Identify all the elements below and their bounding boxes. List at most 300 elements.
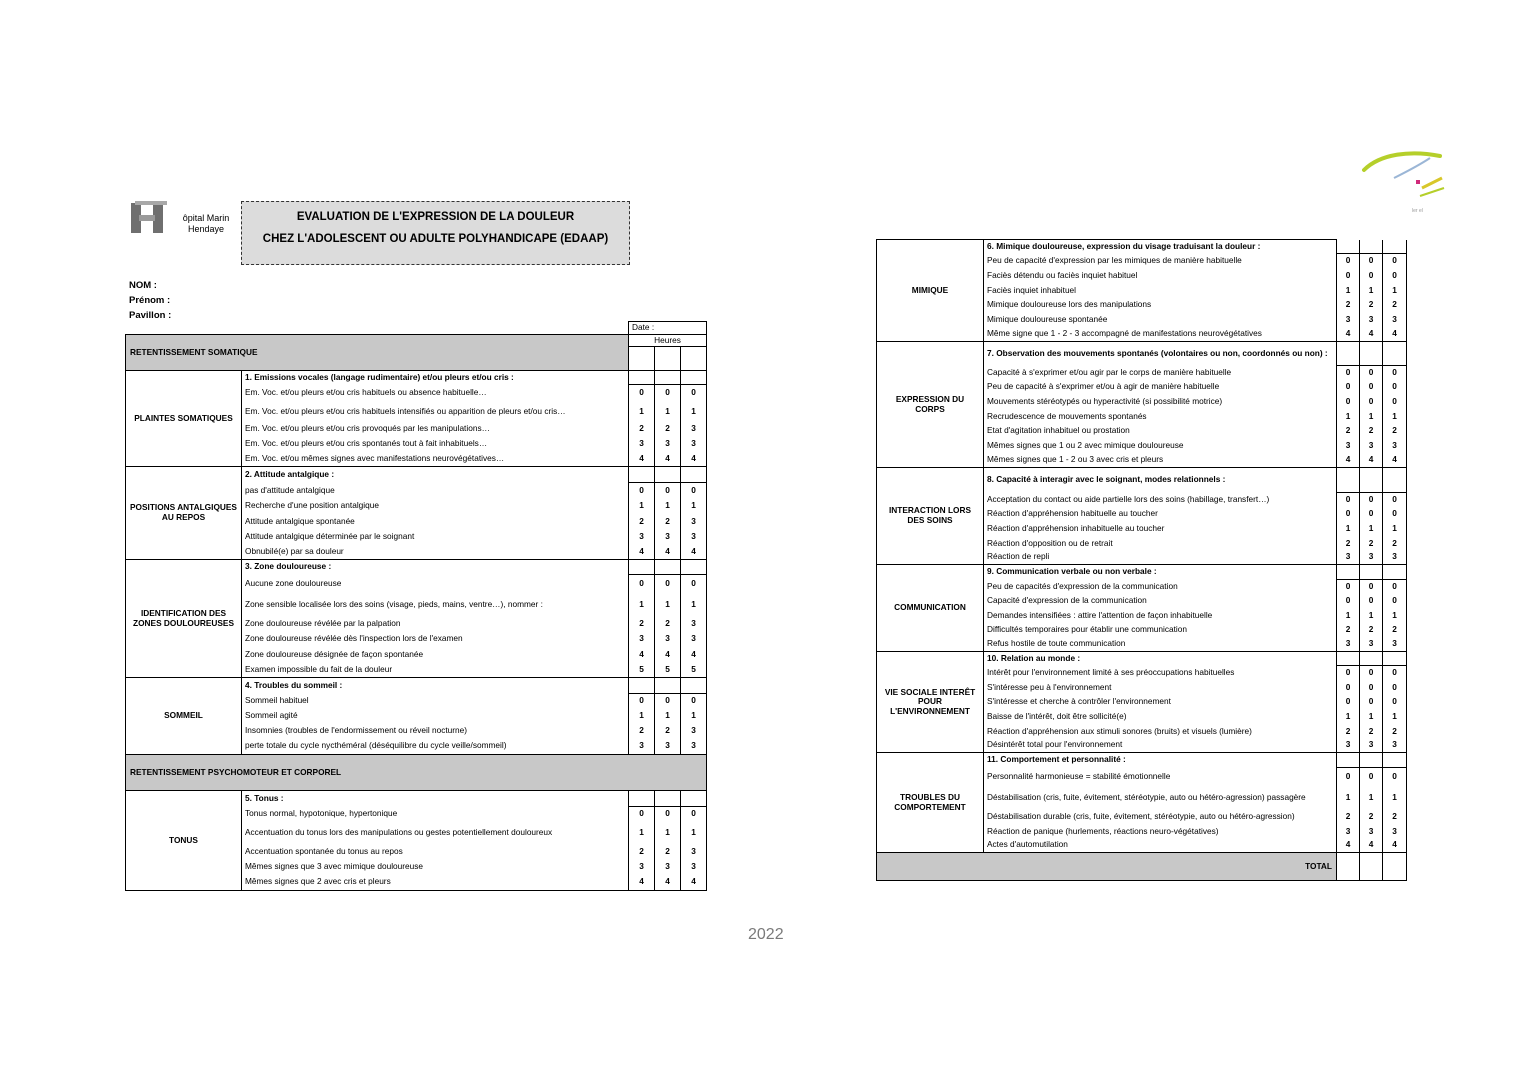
score-value: 0 <box>1383 395 1407 410</box>
score-cell-empty <box>629 791 655 807</box>
score-value: 1 <box>629 593 655 617</box>
score-value: 2 <box>655 724 681 739</box>
score-value: 4 <box>681 647 707 663</box>
score-value: 3 <box>1383 551 1407 565</box>
criterion-item: Réaction d'appréhension inhabituelle au toucher <box>984 522 1337 537</box>
score-value: 3 <box>1360 551 1383 565</box>
hospital-name: ôpital Marin Hendaye <box>182 213 230 234</box>
score-cell-empty <box>1383 468 1407 493</box>
criterion-heading: 9. Communication verbale ou non verbale : <box>984 565 1337 580</box>
hospital-logo-mark <box>131 201 171 235</box>
score-value: 0 <box>1383 594 1407 609</box>
hospital-logo <box>131 201 239 241</box>
criterion-item: perte totale du cycle nycthéméral (déséquilibre du cycle veille/sommeil) <box>242 739 629 755</box>
criterion-item: Faciès détendu ou faciès inquiet habituel <box>984 269 1337 284</box>
score-value: 0 <box>629 575 655 593</box>
score-value: 1 <box>1383 609 1407 623</box>
score-cell-empty <box>1337 652 1360 666</box>
criterion-item: Peu de capacités d'expression de la communication <box>984 580 1337 594</box>
score-value: 0 <box>629 385 655 402</box>
score-value: 1 <box>1383 410 1407 424</box>
score-value: 0 <box>1337 666 1360 681</box>
score-value: 0 <box>1383 493 1407 507</box>
total-cell[interactable] <box>1360 853 1383 881</box>
score-value: 5 <box>681 663 707 678</box>
score-value: 5 <box>655 663 681 678</box>
score-value: 0 <box>681 575 707 593</box>
score-value: 0 <box>1383 666 1407 681</box>
patient-prenom-label: Prénom : <box>129 295 171 306</box>
score-cell-empty <box>1337 753 1360 768</box>
score-value: 0 <box>1360 666 1383 681</box>
category-label: TROUBLES DU COMPORTEMENT <box>877 753 984 853</box>
criterion-heading: 10. Relation au monde : <box>984 652 1337 666</box>
score-value: 0 <box>1360 254 1383 269</box>
criterion-item: Déstabilisation (cris, fuite, évitement, stéréotypie, auto ou hétéro-agression) passagère <box>984 787 1337 809</box>
criterion-item: Examen impossible du fait de la douleur <box>242 663 629 678</box>
criterion-item: Acceptation du contact ou aide partielle lors des soins (habillage, transfert…) <box>984 493 1337 507</box>
score-value: 0 <box>1337 254 1360 269</box>
criterion-item: Tonus normal, hypotonique, hypertonique <box>242 807 629 822</box>
score-value: 0 <box>1337 269 1360 284</box>
criterion-item: Peu de capacité d'expression par les mimiques de manière habituelle <box>984 254 1337 269</box>
score-value: 2 <box>1337 424 1360 439</box>
score-value: 0 <box>1337 594 1360 609</box>
category-label: COMMUNICATION <box>877 565 984 652</box>
criterion-item: Déstabilisation durable (cris, fuite, évitement, stéréotypie, auto ou hétéro-agression) <box>984 809 1337 825</box>
score-value: 4 <box>1360 328 1383 342</box>
criterion-item: Attitude antalgique spontanée <box>242 514 629 530</box>
score-value: 1 <box>1360 284 1383 298</box>
patient-pavillon-label: Pavillon : <box>129 310 172 321</box>
score-value: 3 <box>681 724 707 739</box>
score-value: 4 <box>655 875 681 891</box>
score-cell-empty <box>1383 652 1407 666</box>
score-value: 3 <box>655 530 681 545</box>
criterion-item: Difficultés temporaires pour établir une communication <box>984 623 1337 638</box>
score-value: 3 <box>1383 638 1407 652</box>
score-value: 0 <box>1337 493 1360 507</box>
category-label: INTERACTION LORS DES SOINS <box>877 468 984 565</box>
score-value: 4 <box>1360 839 1383 853</box>
score-value: 0 <box>1360 681 1383 695</box>
score-value: 0 <box>1383 254 1407 269</box>
score-value: 2 <box>1360 809 1383 825</box>
score-value: 3 <box>629 632 655 647</box>
score-value: 2 <box>1383 809 1407 825</box>
score-value: 1 <box>655 499 681 514</box>
score-value: 2 <box>629 514 655 530</box>
score-value: 3 <box>681 844 707 860</box>
score-value: 0 <box>1360 366 1383 380</box>
score-value: 4 <box>1383 328 1407 342</box>
score-cell-empty <box>629 678 655 694</box>
score-value: 3 <box>681 530 707 545</box>
score-value: 2 <box>1383 424 1407 439</box>
criterion-item: Zone douloureuse désignée de façon spontanée <box>242 647 629 663</box>
score-value: 2 <box>1337 725 1360 739</box>
score-value: 1 <box>681 593 707 617</box>
criterion-item: Mêmes signes que 1 ou 2 avec mimique douloureuse <box>984 439 1337 454</box>
score-value: 0 <box>681 807 707 822</box>
criterion-item: Etat d'agitation inhabituel ou prostation <box>984 424 1337 439</box>
criterion-heading: 1. Emissions vocales (langage rudimentaire) et/ou pleurs et/ou cris : <box>242 371 629 385</box>
criterion-heading: 5. Tonus : <box>242 791 629 807</box>
total-cell[interactable] <box>1337 853 1360 881</box>
score-value: 0 <box>1383 580 1407 594</box>
score-value: 1 <box>655 822 681 844</box>
score-value: 0 <box>1337 768 1360 787</box>
criterion-item: Demandes intensifiées : attire l'attention de façon inhabituelle <box>984 609 1337 623</box>
category-label: TONUS <box>126 791 242 891</box>
score-value: 1 <box>655 402 681 422</box>
score-value: 4 <box>629 545 655 560</box>
category-label: EXPRESSION DU CORPS <box>877 342 984 468</box>
criterion-item: Baisse de l'intérêt, doit être sollicité(e) <box>984 710 1337 725</box>
score-value: 4 <box>1360 454 1383 468</box>
score-cell-empty <box>1360 565 1383 580</box>
criterion-item: Recherche d'une position antalgique <box>242 499 629 514</box>
score-value: 2 <box>629 422 655 437</box>
score-value: 0 <box>1360 269 1383 284</box>
score-value: 0 <box>1337 507 1360 522</box>
criterion-item: Obnubilé(e) par sa douleur <box>242 545 629 560</box>
score-value: 4 <box>1337 328 1360 342</box>
score-value: 1 <box>1337 284 1360 298</box>
score-value: 4 <box>1383 454 1407 468</box>
score-value: 1 <box>629 709 655 724</box>
score-value: 0 <box>681 483 707 499</box>
criterion-item: Mimique douloureuse lors des manipulations <box>984 298 1337 313</box>
score-value: 4 <box>655 452 681 467</box>
score-value: 3 <box>1383 739 1407 753</box>
criterion-item: Accentuation du tonus lors des manipulations ou gestes potentiellement douloureux <box>242 822 629 844</box>
heures-header: Heures <box>629 335 707 347</box>
score-value: 3 <box>1383 439 1407 454</box>
score-value: 3 <box>1383 313 1407 328</box>
criterion-item: Em. Voc. et/ou pleurs et/ou cris provoqués par les manipulations… <box>242 422 629 437</box>
score-value: 2 <box>1360 424 1383 439</box>
score-value: 0 <box>1383 269 1407 284</box>
score-value: 2 <box>1383 537 1407 551</box>
score-cell-empty <box>1337 565 1360 580</box>
score-value: 0 <box>1360 493 1383 507</box>
criterion-item: Em. Voc. et/ou pleurs et/ou cris spontanés tout à fait inhabituels… <box>242 437 629 452</box>
score-value: 3 <box>655 632 681 647</box>
criterion-item: Même signe que 1 - 2 - 3 accompagné de manifestations neurovégétatives <box>984 328 1337 342</box>
score-value: 1 <box>1360 609 1383 623</box>
score-cell-empty <box>1383 342 1407 366</box>
score-value: 0 <box>655 575 681 593</box>
criterion-item: Peu de capacité à s'exprimer et/ou à agir de manière habituelle <box>984 380 1337 395</box>
category-label: IDENTIFICATION DES ZONES DOULOUREUSES <box>126 560 242 678</box>
criterion-item: Em. Voc. et/ou mêmes signes avec manifestations neurovégétatives… <box>242 452 629 467</box>
criterion-item: Sommeil habituel <box>242 694 629 709</box>
score-value: 2 <box>1360 537 1383 551</box>
score-value: 1 <box>1337 710 1360 725</box>
score-value: 3 <box>655 860 681 875</box>
score-value: 0 <box>1337 695 1360 710</box>
score-value: 3 <box>1337 739 1360 753</box>
criterion-item: Désintérêt total pour l'environnement <box>984 739 1337 753</box>
criterion-item: Accentuation spontanée du tonus au repos <box>242 844 629 860</box>
score-value: 3 <box>681 617 707 632</box>
score-value: 3 <box>681 514 707 530</box>
score-cell-empty <box>629 560 655 575</box>
score-value: 2 <box>1337 623 1360 638</box>
score-value: 0 <box>681 385 707 402</box>
score-cell-empty <box>1360 652 1383 666</box>
score-value: 3 <box>655 437 681 452</box>
score-cell-empty <box>681 560 707 575</box>
score-cell-empty <box>681 791 707 807</box>
score-cell-empty <box>655 371 681 385</box>
criterion-item: S'intéresse et cherche à contrôler l'environnement <box>984 695 1337 710</box>
score-value: 3 <box>1337 313 1360 328</box>
score-value: 1 <box>1337 410 1360 424</box>
criterion-item: Mêmes signes que 3 avec mimique douloureuse <box>242 860 629 875</box>
criterion-item: Intérêt pour l'environnement limité à ses préoccupations habituelles <box>984 666 1337 681</box>
score-value: 4 <box>655 545 681 560</box>
score-value: 3 <box>1337 551 1360 565</box>
score-value: 4 <box>681 875 707 891</box>
score-value: 0 <box>1383 695 1407 710</box>
criterion-item: Personnalité harmonieuse = stabilité émotionnelle <box>984 768 1337 787</box>
score-cell-empty <box>1337 342 1360 366</box>
score-value: 2 <box>1337 537 1360 551</box>
score-value: 3 <box>681 422 707 437</box>
score-cell-empty <box>655 560 681 575</box>
right-scoring-table <box>876 239 1407 881</box>
score-value: 1 <box>1337 522 1360 537</box>
category-label: MIMIQUE <box>877 240 984 342</box>
criterion-item: Réaction de repli <box>984 551 1337 565</box>
score-value: 0 <box>1337 395 1360 410</box>
score-cell-empty <box>655 467 681 483</box>
criterion-heading: 8. Capacité à interagir avec le soignant, modes relationnels : <box>984 468 1337 493</box>
score-value: 1 <box>1360 410 1383 424</box>
total-cell[interactable] <box>1383 853 1407 881</box>
section-psychomoteur: RETENTISSEMENT PSYCHOMOTEUR ET CORPOREL <box>126 755 707 791</box>
score-value: 3 <box>1360 825 1383 839</box>
criterion-item: Actes d'automutilation <box>984 839 1337 853</box>
score-value: 2 <box>1383 623 1407 638</box>
score-value: 4 <box>681 452 707 467</box>
criterion-item: Attitude antalgique déterminée par le soignant <box>242 530 629 545</box>
score-value: 4 <box>1383 839 1407 853</box>
score-value: 3 <box>1337 638 1360 652</box>
criterion-heading: 11. Comportement et personnalité : <box>984 753 1337 768</box>
score-value: 0 <box>655 385 681 402</box>
criterion-item: Aucune zone douloureuse <box>242 575 629 593</box>
score-value: 0 <box>1337 681 1360 695</box>
score-value: 4 <box>1337 454 1360 468</box>
score-cell-empty <box>681 678 707 694</box>
criterion-item: Mouvements stéréotypés ou hyperactivité (si possibilité motrice) <box>984 395 1337 410</box>
score-cell-empty <box>1360 753 1383 768</box>
criterion-item: Insomnies (troubles de l'endormissement ou réveil nocturne) <box>242 724 629 739</box>
criterion-item: Réaction d'appréhension aux stimuli sonores (bruits) et visuels (lumière) <box>984 725 1337 739</box>
score-cell-empty <box>1360 468 1383 493</box>
criterion-item: Em. Voc. et/ou pleurs et/ou cris habituels ou absence habituelle… <box>242 385 629 402</box>
criterion-heading: 2. Attitude antalgique : <box>242 467 629 483</box>
form-title <box>241 201 630 265</box>
score-cell-empty <box>629 467 655 483</box>
score-value: 1 <box>1383 710 1407 725</box>
criterion-item: Faciès inquiet inhabituel <box>984 284 1337 298</box>
score-value: 2 <box>1383 725 1407 739</box>
score-value: 3 <box>1360 313 1383 328</box>
footer-year: 2022 <box>748 926 784 943</box>
score-value: 0 <box>1337 380 1360 395</box>
score-cell-empty <box>1360 240 1383 254</box>
score-value: 3 <box>629 739 655 755</box>
score-cell-empty <box>1383 753 1407 768</box>
score-value: 0 <box>681 694 707 709</box>
criterion-item: Réaction de panique (hurlements, réactions neuro-végétatives) <box>984 825 1337 839</box>
score-value: 1 <box>1383 787 1407 809</box>
score-value: 0 <box>1360 695 1383 710</box>
score-cell-empty <box>655 791 681 807</box>
score-value: 4 <box>629 647 655 663</box>
score-value: 1 <box>1337 787 1360 809</box>
score-value: 3 <box>1360 638 1383 652</box>
score-value: 2 <box>1383 298 1407 313</box>
criterion-item: Recrudescence de mouvements spontanés <box>984 410 1337 424</box>
score-value: 1 <box>1360 522 1383 537</box>
score-value: 3 <box>629 530 655 545</box>
score-value: 1 <box>629 822 655 844</box>
score-value: 2 <box>629 617 655 632</box>
score-value: 0 <box>1360 507 1383 522</box>
score-value: 0 <box>1360 380 1383 395</box>
score-value: 0 <box>629 483 655 499</box>
score-cell-empty <box>1337 468 1360 493</box>
criterion-item: S'intéresse peu à l'environnement <box>984 681 1337 695</box>
score-value: 4 <box>681 545 707 560</box>
score-value: 3 <box>1337 439 1360 454</box>
score-value: 2 <box>1360 623 1383 638</box>
score-value: 3 <box>655 739 681 755</box>
score-value: 2 <box>629 724 655 739</box>
score-value: 1 <box>1360 787 1383 809</box>
criterion-item: Capacité d'expression de la communication <box>984 594 1337 609</box>
date-header: Date : <box>629 322 707 335</box>
score-value: 1 <box>681 499 707 514</box>
category-label: POSITIONS ANTALGIQUES AU REPOS <box>126 467 242 560</box>
score-cell-empty <box>681 467 707 483</box>
score-value: 2 <box>1337 809 1360 825</box>
patient-info <box>129 278 171 323</box>
criterion-heading: 3. Zone douloureuse : <box>242 560 629 575</box>
score-value: 0 <box>1383 681 1407 695</box>
criterion-item: Em. Voc. et/ou pleurs et/ou cris habituels intensifiés ou apparition de pleurs et/ou cris… <box>242 402 629 422</box>
score-cell-empty <box>655 678 681 694</box>
score-value: 4 <box>655 647 681 663</box>
score-value: 1 <box>681 709 707 724</box>
criterion-item: Sommeil agité <box>242 709 629 724</box>
score-value: 1 <box>629 499 655 514</box>
score-value: 0 <box>1383 380 1407 395</box>
criterion-item: Réaction d'opposition ou de retrait <box>984 537 1337 551</box>
criterion-item: Mêmes signes que 1 - 2 ou 3 avec cris et pleurs <box>984 454 1337 468</box>
score-value: 3 <box>681 860 707 875</box>
score-value: 4 <box>629 875 655 891</box>
score-value: 4 <box>629 452 655 467</box>
score-value: 1 <box>1383 284 1407 298</box>
criterion-item: Réaction d'appréhension habituelle au toucher <box>984 507 1337 522</box>
criterion-heading: 7. Observation des mouvements spontanés (volontaires ou non, coordonnés ou non) : <box>984 342 1337 366</box>
score-value: 0 <box>655 694 681 709</box>
corner-logo-tagline: ler el <box>1412 208 1423 214</box>
category-label: VIE SOCIALE INTERÊT POUR L'ENVIRONNEMENT <box>877 652 984 753</box>
score-value: 0 <box>1383 768 1407 787</box>
score-cell-empty <box>681 371 707 385</box>
score-cell-empty <box>1337 240 1360 254</box>
score-value: 0 <box>1360 395 1383 410</box>
score-value: 2 <box>655 422 681 437</box>
category-label: SOMMEIL <box>126 678 242 755</box>
criterion-item: Zone sensible localisée lors des soins (visage, pieds, mains, ventre…), nommer : <box>242 593 629 617</box>
score-value: 1 <box>681 822 707 844</box>
score-value: 3 <box>1360 439 1383 454</box>
score-value: 1 <box>629 402 655 422</box>
criterion-heading: 6. Mimique douloureuse, expression du visage traduisant la douleur : <box>984 240 1337 254</box>
score-value: 2 <box>1337 298 1360 313</box>
score-value: 2 <box>629 844 655 860</box>
criterion-heading: 4. Troubles du sommeil : <box>242 678 629 694</box>
category-label: PLAINTES SOMATIQUES <box>126 371 242 467</box>
score-value: 1 <box>1383 522 1407 537</box>
score-value: 3 <box>1337 825 1360 839</box>
score-value: 0 <box>1360 594 1383 609</box>
score-value: 0 <box>1360 768 1383 787</box>
section-somatique: RETENTISSEMENT SOMATIQUE <box>126 335 629 371</box>
score-value: 3 <box>681 632 707 647</box>
score-value: 0 <box>655 807 681 822</box>
criterion-item: Refus hostile de toute communication <box>984 638 1337 652</box>
score-value: 0 <box>655 483 681 499</box>
score-value: 2 <box>655 514 681 530</box>
score-value: 0 <box>1337 580 1360 594</box>
criterion-item: Zone douloureuse révélée par la palpation <box>242 617 629 632</box>
score-cell-empty <box>1383 240 1407 254</box>
corner-logo <box>1360 148 1452 226</box>
score-value: 4 <box>1337 839 1360 853</box>
score-cell-empty <box>629 371 655 385</box>
score-value: 0 <box>1383 366 1407 380</box>
score-value: 2 <box>655 617 681 632</box>
total-label: TOTAL <box>877 853 1337 881</box>
score-value: 5 <box>629 663 655 678</box>
criterion-item: Mimique douloureuse spontanée <box>984 313 1337 328</box>
score-value: 0 <box>1383 507 1407 522</box>
criterion-item: Capacité à s'exprimer et/ou agir par le corps de manière habituelle <box>984 366 1337 380</box>
score-value: 1 <box>1337 609 1360 623</box>
score-value: 1 <box>1360 710 1383 725</box>
patient-nom-label: NOM : <box>129 280 157 291</box>
score-value: 3 <box>681 437 707 452</box>
left-scoring-table <box>125 321 707 891</box>
score-value: 0 <box>1337 366 1360 380</box>
score-cell-empty <box>1383 565 1407 580</box>
score-value: 2 <box>1360 298 1383 313</box>
score-value: 3 <box>629 860 655 875</box>
form-title-line-1: EVALUATION DE L'EXPRESSION DE LA DOULEUR <box>296 211 575 223</box>
score-value: 3 <box>681 739 707 755</box>
score-value: 2 <box>1360 725 1383 739</box>
score-value: 3 <box>1360 739 1383 753</box>
